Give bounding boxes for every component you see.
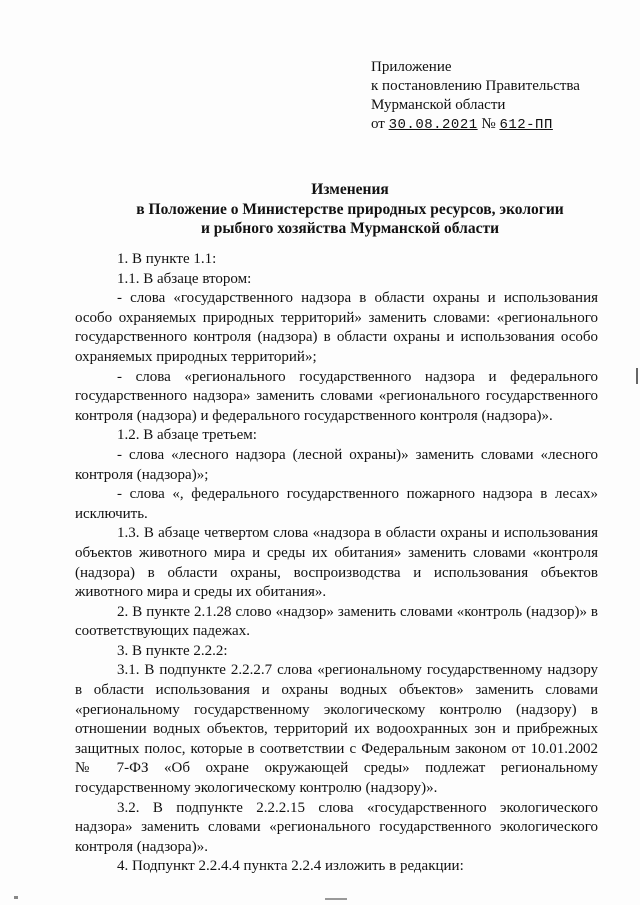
paragraph: - слова «, федерального государственного пожарного надзора в лесах» исключить. [75, 486, 598, 522]
date-prefix: от [371, 116, 385, 132]
title-line-1: Изменения [311, 181, 389, 198]
number-value: 612-ПП [499, 117, 553, 133]
scan-corner-mark [14, 896, 18, 899]
paragraph: - слова «регионального государственного надзора и федерального государственного надзора» заменить словами «регионального государственного контроля (надзора) и федерального государственного контроля (надзора)». [75, 368, 598, 424]
scan-bottom-mark [325, 898, 347, 900]
appendix-line-1: Приложение [371, 59, 452, 75]
paragraph: 2. В пункте 2.1.28 слово «надзор» заменить словами «контроль (надзор)» в соответствующих падежах. [75, 603, 598, 640]
paragraph: 3.1. В подпункте 2.2.2.7 слова «региональному государственному надзору в области использования и охраны водных объектов» заменить словами «региональному государственному экологическому контролю (надзору) в отношении водных объектов, территорий их водоохранных зон и прибрежных защитных полос, которые в соответствии с Федеральным законом от 10.01.2002 № 7-ФЗ «Об охране окружающей среды» подлежат региональному государственному экологическому контролю (надзору)». [75, 662, 598, 797]
paragraph: 1.3. В абзаце четвертом слова «надзора в области охраны и использования объектов животного мира и среды их обитания» заменить словами «контроля (надзора) в области охраны, воспроизводства и использования объектов животного мира и среды их обитания». [75, 525, 598, 601]
paragraph: 1. В пункте 1.1: [117, 251, 217, 267]
appendix-line-2: к постановлению Правительства [371, 78, 580, 94]
document-body [75, 250, 598, 877]
document-title [70, 180, 630, 239]
appendix-block [371, 58, 580, 135]
paragraph: 1.2. В абзаце третьем: [117, 427, 257, 444]
paragraph: 1.1. В абзаце втором: [117, 270, 252, 287]
paragraph: - слова «государственного надзора в области охраны и использования особо охраняемых природных территорий» заменить словами: «регионального государственного контроля (надзора) в области охраны и использования особо охраняемых природных территорий»; [75, 290, 598, 365]
title-line-2: в Положение о Министерстве природных ресурсов, экологии [136, 200, 564, 218]
paragraph: 3. В пункте 2.2.2: [117, 642, 228, 659]
scan-edge-mark [636, 368, 638, 384]
paragraph: 4. Подпункт 2.2.4.4 пункта 2.2.4 изложить в редакции: [117, 858, 464, 875]
date-value: 30.08.2021 [388, 117, 478, 133]
paragraph: 3.2. В подпункте 2.2.2.15 слова «государственного экологического надзора» заменить словами «регионального государственного экологического контроля (надзора)». [75, 799, 598, 855]
paragraph: - слова «лесного надзора (лесной охраны)» заменить словами «лесного контроля (надзора)»; [75, 446, 598, 483]
title-line-3: и рыбного хозяйства Мурманской области [200, 220, 500, 237]
appendix-line-3: Мурманской области [371, 97, 506, 113]
number-sign: № [481, 116, 496, 132]
appendix-date-line [371, 115, 580, 135]
